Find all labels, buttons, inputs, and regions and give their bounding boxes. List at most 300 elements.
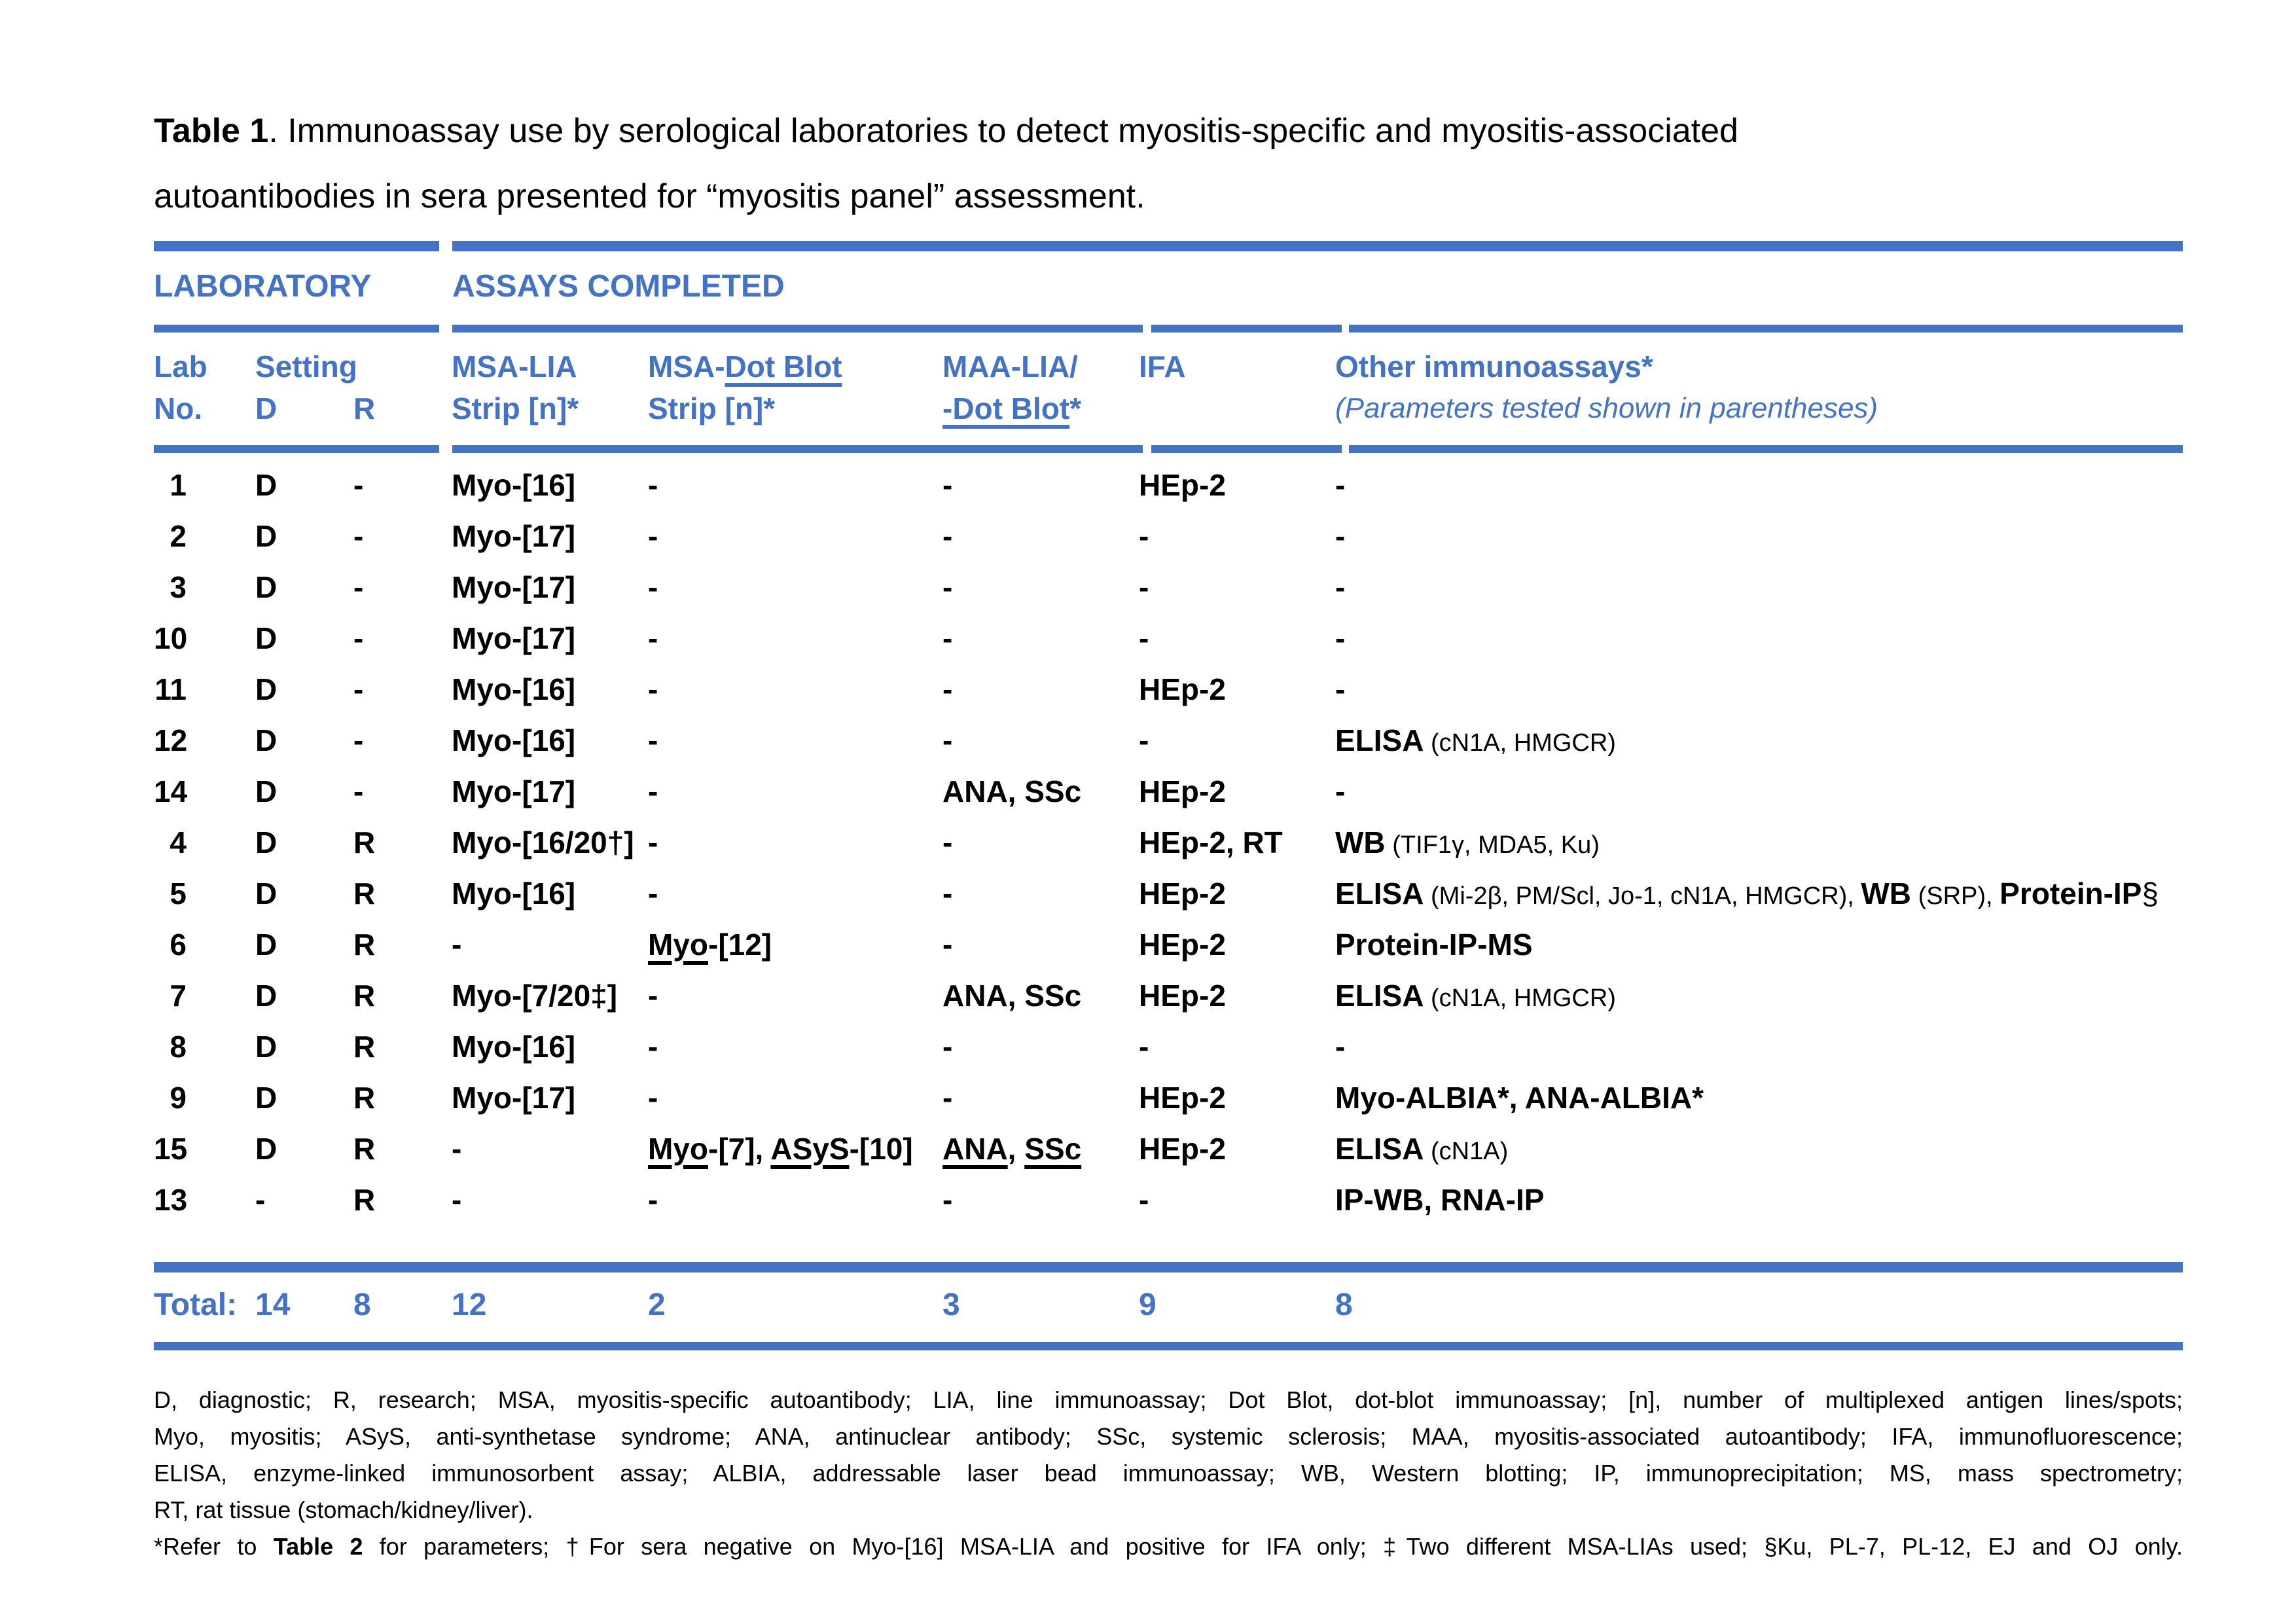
col-header-msa-dot-underlined: Dot Blot bbox=[725, 350, 842, 384]
text-segment: for parameters; †For sera negative on Myo-[16] MSA-LIA and positive for IFA only; ‡Two different MSA-LIAs used; §Ku, PL-7, PL-12, EJ and OJ only. bbox=[363, 1533, 2183, 1560]
total-label: Total: bbox=[154, 1288, 238, 1322]
table-row bbox=[154, 613, 2183, 664]
cell-r bbox=[353, 1080, 452, 1115]
cell-d bbox=[255, 1182, 353, 1218]
cell-msa-dot bbox=[648, 876, 942, 911]
text-segment: WB bbox=[1861, 876, 1912, 911]
text-segment: Myo-[16] bbox=[452, 723, 576, 757]
text-segment: 11 bbox=[154, 672, 187, 706]
table-row bbox=[154, 868, 2183, 919]
text-segment: HEp-2 bbox=[1139, 468, 1226, 502]
cell-d bbox=[255, 723, 353, 758]
cell-d bbox=[255, 518, 353, 554]
footnote-line bbox=[154, 1528, 2183, 1565]
text-segment: - bbox=[1335, 570, 1346, 604]
total-msa-dot: 2 bbox=[648, 1288, 666, 1322]
text-segment: 5 bbox=[170, 876, 187, 911]
footnote-line bbox=[154, 1492, 2183, 1528]
text-segment: - bbox=[942, 468, 953, 502]
cell-other bbox=[1335, 467, 2183, 503]
text-segment: - bbox=[648, 1081, 658, 1115]
cell-other bbox=[1335, 927, 2183, 962]
text-segment: - bbox=[1335, 468, 1346, 502]
cell-d bbox=[255, 1029, 353, 1064]
caption-line bbox=[154, 164, 2183, 229]
text-segment: ELISA bbox=[1335, 876, 1424, 911]
text-segment: - bbox=[942, 570, 953, 604]
text-segment: ANA bbox=[942, 1132, 1008, 1166]
col-header-msa-dot-prefix: MSA- bbox=[648, 350, 725, 384]
cell-msa-lia bbox=[452, 825, 648, 860]
cell-msa-lia bbox=[452, 467, 648, 503]
cell-maa bbox=[942, 825, 1139, 860]
text-segment: - bbox=[942, 1183, 953, 1217]
cell-msa-lia bbox=[452, 1131, 648, 1166]
total-msa-lia: 12 bbox=[452, 1288, 487, 1322]
cell-no bbox=[154, 825, 255, 860]
cell-d bbox=[255, 672, 353, 707]
cell-msa-lia bbox=[452, 1182, 648, 1218]
text-segment: 15 bbox=[154, 1132, 188, 1166]
table-row bbox=[154, 511, 2183, 562]
text-segment: Myo-ALBIA*, ANA-ALBIA* bbox=[1335, 1081, 1704, 1115]
rule-above-total bbox=[154, 1262, 2183, 1272]
text-segment: D bbox=[255, 979, 278, 1013]
text-segment: D bbox=[255, 876, 278, 911]
text-segment: 8 bbox=[170, 1030, 187, 1064]
cell-maa bbox=[942, 1182, 1139, 1218]
cell-r bbox=[353, 927, 452, 962]
text-segment: - bbox=[452, 1183, 462, 1217]
text-segment: D bbox=[255, 1132, 278, 1166]
text-segment: HEp-2 bbox=[1139, 876, 1226, 911]
text-segment: R bbox=[353, 1183, 376, 1217]
text-segment: -[7], bbox=[708, 1132, 771, 1166]
cell-no bbox=[154, 518, 255, 554]
text-segment: Myo-[16] bbox=[452, 468, 576, 502]
cell-msa-lia bbox=[452, 978, 648, 1013]
text-segment: Myo-[7/20‡] bbox=[452, 979, 618, 1013]
text-segment: ANA, SSc bbox=[942, 979, 1082, 1013]
text-segment: D bbox=[255, 1081, 278, 1115]
text-segment: - bbox=[648, 1030, 658, 1064]
text-segment: - bbox=[942, 1081, 953, 1115]
cell-no bbox=[154, 672, 255, 707]
cell-d bbox=[255, 569, 353, 605]
text-segment: D, diagnostic; R, research; MSA, myositis-specific autoantibody; LIA, line immunoassay; Dot Blot, dot-blot immunoassay; [n], number of multiplexed antigen lines/spots; bbox=[154, 1386, 2183, 1413]
col-header-lab-no: No. bbox=[154, 391, 203, 425]
text-segment: ANA, SSc bbox=[942, 774, 1082, 808]
text-segment: HEp-2 bbox=[1139, 774, 1226, 808]
text-segment: - bbox=[648, 979, 658, 1013]
cell-d bbox=[255, 1080, 353, 1115]
group-header-laboratory: LABORATORY bbox=[154, 269, 372, 304]
text-segment: (cN1A, HMGCR) bbox=[1424, 729, 1616, 757]
text-segment: D bbox=[255, 723, 278, 757]
text-segment: - bbox=[353, 774, 364, 808]
text-segment: ELISA bbox=[1335, 979, 1424, 1013]
table-row bbox=[154, 970, 2183, 1021]
cell-maa bbox=[942, 621, 1139, 656]
cell-ifa bbox=[1139, 1029, 1335, 1064]
table-row bbox=[154, 766, 2183, 817]
cell-no bbox=[154, 723, 255, 758]
text-segment: . Immunoassay use by serological laboratories to detect myositis-specific and myositis-associated bbox=[268, 112, 1738, 150]
text-segment: 9 bbox=[170, 1081, 187, 1115]
text-segment: - bbox=[942, 876, 953, 911]
text-segment: Myo-[17] bbox=[452, 621, 576, 655]
text-segment: R bbox=[353, 1030, 376, 1064]
text-segment: - bbox=[942, 1030, 953, 1064]
footnote-line bbox=[154, 1455, 2183, 1492]
text-segment: Myo bbox=[648, 1132, 708, 1166]
cell-msa-dot bbox=[648, 774, 942, 809]
text-segment: (cN1A, HMGCR) bbox=[1424, 984, 1616, 1012]
text-segment: D bbox=[255, 621, 278, 655]
text-segment: 6 bbox=[170, 928, 187, 962]
col-header-msa-strip: Strip [n]* bbox=[452, 391, 579, 425]
table-row bbox=[154, 460, 2183, 511]
cell-r bbox=[353, 723, 452, 758]
cell-d bbox=[255, 621, 353, 656]
cell-r bbox=[353, 672, 452, 707]
cell-msa-dot bbox=[648, 978, 942, 1013]
text-segment: - bbox=[353, 519, 364, 553]
col-header-other-subtitle: (Parameters tested shown in parentheses) bbox=[1335, 392, 1878, 424]
text-segment: - bbox=[353, 621, 364, 655]
cell-maa bbox=[942, 1131, 1139, 1166]
cell-other bbox=[1335, 569, 2183, 605]
group-header-row bbox=[154, 251, 2183, 325]
text-segment: - bbox=[353, 468, 364, 502]
cell-no bbox=[154, 621, 255, 656]
text-segment: Myo-[17] bbox=[452, 519, 576, 553]
cell-maa bbox=[942, 978, 1139, 1013]
cell-msa-lia bbox=[452, 723, 648, 758]
text-segment: 4 bbox=[170, 825, 187, 859]
cell-d bbox=[255, 978, 353, 1013]
caption-line bbox=[154, 98, 2183, 164]
text-segment: - bbox=[648, 1183, 658, 1217]
cell-ifa bbox=[1139, 672, 1335, 707]
text-segment: ELISA, enzyme-linked immunosorbent assay; ALBIA, addressable laser bead immunoassay; WB, Western blotting; IP, immunoprecipitation; MS, mass spectrometry; bbox=[154, 1460, 2183, 1487]
col-header-setting: Setting bbox=[255, 350, 357, 384]
text-segment: - bbox=[648, 723, 658, 757]
text-segment: D bbox=[255, 774, 278, 808]
text-segment: - bbox=[452, 1132, 462, 1166]
text-segment: Myo-[16] bbox=[452, 1030, 576, 1064]
cell-msa-dot bbox=[648, 1080, 942, 1115]
cell-msa-dot bbox=[648, 723, 942, 758]
cell-other bbox=[1335, 1029, 2183, 1064]
footnote-line bbox=[154, 1418, 2183, 1455]
text-segment: - bbox=[648, 519, 658, 553]
cell-ifa bbox=[1139, 1182, 1335, 1218]
text-segment: (SRP), bbox=[1911, 882, 2000, 910]
text-segment: - bbox=[648, 468, 658, 502]
text-segment: Myo bbox=[648, 928, 708, 962]
cell-msa-lia bbox=[452, 1029, 648, 1064]
col-header-maa-dot-blot bbox=[942, 388, 1139, 429]
table-row bbox=[154, 664, 2183, 715]
rule-bottom bbox=[154, 1342, 2183, 1350]
cell-msa-lia bbox=[452, 621, 648, 656]
cell-ifa bbox=[1139, 723, 1335, 758]
rule-under-column-headers bbox=[154, 445, 2183, 453]
cell-r bbox=[353, 569, 452, 605]
text-segment: - bbox=[648, 621, 658, 655]
cell-ifa bbox=[1139, 621, 1335, 656]
rule-under-group-header bbox=[154, 325, 2183, 333]
cell-maa bbox=[942, 467, 1139, 503]
cell-ifa bbox=[1139, 825, 1335, 860]
cell-no bbox=[154, 1080, 255, 1115]
text-segment: ELISA bbox=[1335, 723, 1424, 757]
text-segment: HEp-2 bbox=[1139, 672, 1226, 706]
text-segment: - bbox=[942, 825, 953, 859]
text-segment: 13 bbox=[154, 1183, 188, 1217]
cell-msa-dot bbox=[648, 569, 942, 605]
text-segment: - bbox=[1139, 1030, 1149, 1064]
rule-top bbox=[154, 241, 2183, 251]
text-segment: D bbox=[255, 468, 278, 502]
text-segment: HEp-2 bbox=[1139, 928, 1226, 962]
total-ifa: 9 bbox=[1139, 1288, 1157, 1322]
cell-other bbox=[1335, 672, 2183, 707]
text-segment: D bbox=[255, 1030, 278, 1064]
cell-d bbox=[255, 927, 353, 962]
col-header-r: R bbox=[353, 391, 376, 425]
cell-msa-dot bbox=[648, 927, 942, 962]
cell-ifa bbox=[1139, 927, 1335, 962]
text-segment: - bbox=[353, 570, 364, 604]
cell-other bbox=[1335, 774, 2183, 809]
text-segment: - bbox=[942, 928, 953, 962]
table-row bbox=[154, 562, 2183, 613]
text-segment: (Mi-2β, PM/Scl, Jo-1, cN1A, HMGCR), bbox=[1424, 882, 1861, 910]
cell-r bbox=[353, 467, 452, 503]
text-segment: - bbox=[1139, 723, 1149, 757]
table-row bbox=[154, 1072, 2183, 1123]
cell-r bbox=[353, 518, 452, 554]
text-segment: HEp-2 bbox=[1139, 1132, 1226, 1166]
cell-other bbox=[1335, 1080, 2183, 1115]
text-segment: R bbox=[353, 928, 376, 962]
text-segment: D bbox=[255, 928, 278, 962]
col-header-lab: Lab bbox=[154, 350, 207, 384]
cell-msa-lia bbox=[452, 569, 648, 605]
table-caption bbox=[154, 98, 2183, 229]
text-segment: - bbox=[1335, 774, 1346, 808]
cell-r bbox=[353, 876, 452, 911]
text-segment: HEp-2 bbox=[1139, 1081, 1226, 1115]
cell-other bbox=[1335, 1182, 2183, 1218]
text-segment: - bbox=[1335, 1030, 1346, 1064]
cell-no bbox=[154, 1131, 255, 1166]
cell-other bbox=[1335, 621, 2183, 656]
cell-msa-lia bbox=[452, 518, 648, 554]
text-segment: -[12] bbox=[708, 928, 772, 962]
text-segment: Table 1 bbox=[154, 112, 269, 150]
table-row bbox=[154, 1174, 2183, 1225]
group-header-assays: ASSAYS COMPLETED bbox=[452, 269, 785, 304]
text-segment: 3 bbox=[170, 570, 187, 604]
cell-ifa bbox=[1139, 1131, 1335, 1166]
text-segment: - bbox=[1139, 519, 1149, 553]
cell-other bbox=[1335, 723, 2183, 758]
col-header-msa-lia: MSA-LIA bbox=[452, 350, 577, 384]
cell-r bbox=[353, 825, 452, 860]
cell-msa-dot bbox=[648, 1131, 942, 1166]
text-segment: - bbox=[648, 825, 658, 859]
text-segment: HEp-2 bbox=[1139, 979, 1226, 1013]
text-segment: - bbox=[353, 723, 364, 757]
text-segment: - bbox=[942, 672, 953, 706]
cell-ifa bbox=[1139, 569, 1335, 605]
cell-maa bbox=[942, 569, 1139, 605]
cell-maa bbox=[942, 1080, 1139, 1115]
table-row bbox=[154, 1123, 2183, 1174]
table-row bbox=[154, 817, 2183, 868]
text-segment: - bbox=[1139, 621, 1149, 655]
text-segment: D bbox=[255, 672, 278, 706]
cell-msa-dot bbox=[648, 1029, 942, 1064]
cell-ifa bbox=[1139, 1080, 1335, 1115]
cell-r bbox=[353, 621, 452, 656]
text-segment: , bbox=[1007, 1132, 1025, 1166]
text-segment: -[10] bbox=[849, 1132, 913, 1166]
total-d: 14 bbox=[255, 1288, 291, 1322]
cell-msa-dot bbox=[648, 621, 942, 656]
col-header-ifa: IFA bbox=[1139, 350, 1186, 384]
cell-ifa bbox=[1139, 467, 1335, 503]
text-segment: SSc bbox=[1024, 1132, 1082, 1166]
text-segment: Protein-IP bbox=[2000, 876, 2142, 911]
text-segment: - bbox=[353, 672, 364, 706]
cell-d bbox=[255, 876, 353, 911]
cell-msa-lia bbox=[452, 876, 648, 911]
col-header-d: D bbox=[255, 391, 278, 425]
text-segment: D bbox=[255, 519, 278, 553]
cell-no bbox=[154, 569, 255, 605]
cell-no bbox=[154, 467, 255, 503]
text-segment: Myo-[16/20†] bbox=[452, 825, 634, 859]
total-other: 8 bbox=[1335, 1288, 1353, 1322]
text-segment: - bbox=[1335, 519, 1346, 553]
text-segment: ASyS bbox=[770, 1132, 850, 1166]
cell-no bbox=[154, 978, 255, 1013]
total-r: 8 bbox=[353, 1288, 371, 1322]
table-body bbox=[154, 453, 2183, 1262]
cell-r bbox=[353, 978, 452, 1013]
text-segment: ELISA bbox=[1335, 1132, 1424, 1166]
cell-r bbox=[353, 1029, 452, 1064]
text-segment: HEp-2, RT bbox=[1139, 825, 1283, 859]
col-header-maa-dot-underlined: -Dot Blot bbox=[942, 391, 1070, 425]
cell-other bbox=[1335, 978, 2183, 1013]
column-header-row bbox=[154, 333, 2183, 445]
total-row bbox=[154, 1272, 2183, 1342]
cell-maa bbox=[942, 876, 1139, 911]
cell-ifa bbox=[1139, 518, 1335, 554]
text-segment: *Refer to bbox=[154, 1533, 274, 1560]
cell-no bbox=[154, 1029, 255, 1064]
text-segment: 7 bbox=[170, 979, 187, 1013]
cell-msa-dot bbox=[648, 518, 942, 554]
cell-other bbox=[1335, 518, 2183, 554]
col-header-msa-dot-blot bbox=[648, 346, 942, 388]
cell-maa bbox=[942, 1029, 1139, 1064]
cell-msa-dot bbox=[648, 672, 942, 707]
text-segment: 1 bbox=[170, 468, 187, 502]
footnote-line bbox=[154, 1382, 2183, 1418]
cell-maa bbox=[942, 723, 1139, 758]
footnotes bbox=[154, 1382, 2183, 1565]
text-segment: D bbox=[255, 570, 278, 604]
col-header-other: Other immunoassays* bbox=[1335, 350, 1653, 384]
col-header-maa-asterisk: * bbox=[1069, 391, 1082, 425]
cell-maa bbox=[942, 672, 1139, 707]
text-segment: R bbox=[353, 1132, 376, 1166]
text-segment: - bbox=[1139, 1183, 1149, 1217]
text-segment: R bbox=[353, 1081, 376, 1115]
cell-ifa bbox=[1139, 978, 1335, 1013]
text-segment: 12 bbox=[154, 723, 188, 757]
text-segment: - bbox=[648, 570, 658, 604]
table-figure bbox=[154, 98, 2183, 1565]
col-header-maa-lia: MAA-LIA/ bbox=[942, 350, 1078, 384]
text-segment: - bbox=[942, 621, 953, 655]
cell-no bbox=[154, 876, 255, 911]
text-segment: (cN1A) bbox=[1424, 1138, 1509, 1165]
cell-ifa bbox=[1139, 774, 1335, 809]
text-segment: 2 bbox=[170, 519, 187, 553]
col-header-dot-strip: Strip [n]* bbox=[648, 391, 776, 425]
cell-r bbox=[353, 774, 452, 809]
text-segment: Myo-[17] bbox=[452, 774, 576, 808]
text-segment: IP-WB, RNA-IP bbox=[1335, 1183, 1545, 1217]
text-segment: RT, rat tissue (stomach/kidney/liver). bbox=[154, 1496, 533, 1523]
text-segment: Table 2 bbox=[273, 1533, 363, 1560]
table-row bbox=[154, 1021, 2183, 1072]
text-segment: - bbox=[255, 1183, 266, 1217]
text-segment: - bbox=[648, 876, 658, 911]
cell-msa-dot bbox=[648, 467, 942, 503]
cell-other bbox=[1335, 1131, 2183, 1166]
text-segment: Myo, myositis; ASyS, anti-synthetase syndrome; ANA, antinuclear antibody; SSc, systemic sclerosis; MAA, myositis-associated autoantibody; IFA, immunofluorescence; bbox=[154, 1423, 2183, 1450]
text-segment: Myo-[17] bbox=[452, 1081, 576, 1115]
text-segment: R bbox=[353, 979, 376, 1013]
text-segment: R bbox=[353, 876, 376, 911]
text-segment: Myo-[16] bbox=[452, 876, 576, 911]
cell-maa bbox=[942, 518, 1139, 554]
cell-other bbox=[1335, 876, 2183, 911]
text-segment: Protein-IP-MS bbox=[1335, 928, 1533, 962]
cell-no bbox=[154, 927, 255, 962]
cell-d bbox=[255, 1131, 353, 1166]
cell-d bbox=[255, 774, 353, 809]
table-row bbox=[154, 715, 2183, 766]
text-segment: - bbox=[648, 774, 658, 808]
cell-msa-lia bbox=[452, 927, 648, 962]
cell-msa-lia bbox=[452, 1080, 648, 1115]
cell-r bbox=[353, 1131, 452, 1166]
text-segment: - bbox=[452, 928, 462, 962]
table-row bbox=[154, 919, 2183, 970]
total-maa: 3 bbox=[942, 1288, 960, 1322]
text-segment: - bbox=[1139, 570, 1149, 604]
text-segment: - bbox=[1335, 672, 1346, 706]
